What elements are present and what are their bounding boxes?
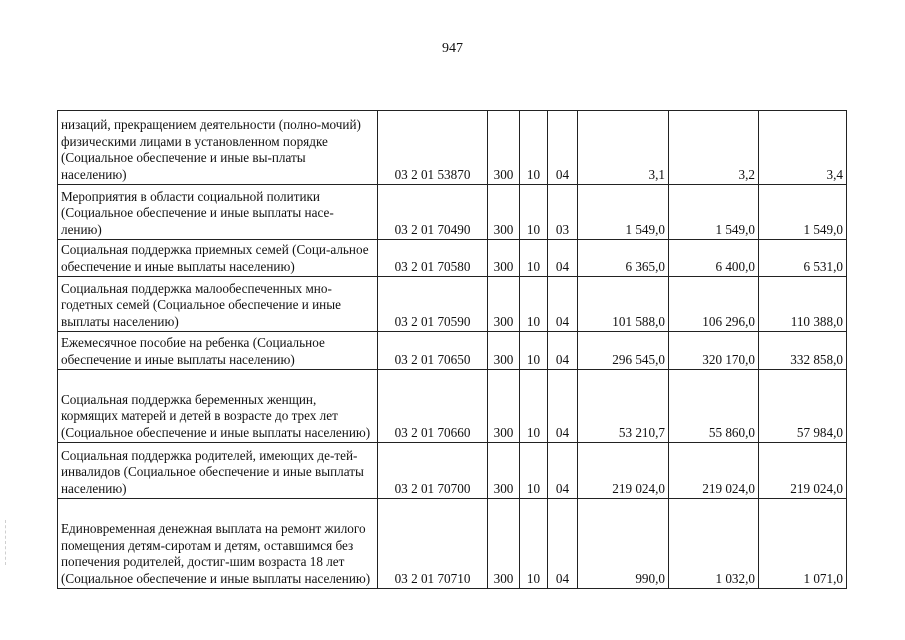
- amount-year-2: 1 549,0: [669, 185, 759, 240]
- table-row: [58, 111, 847, 185]
- row-name: Социальная поддержка беременных женщин, кормящих матерей и детей в возрасте до трех лет (Социальное обеспечение и иные выплаты населению): [58, 370, 378, 443]
- amount-year-2: 219 024,0: [669, 443, 759, 499]
- amount-year-3: 219 024,0: [759, 443, 847, 499]
- amount-year-1: 53 210,7: [578, 370, 669, 443]
- section: 10: [520, 111, 548, 185]
- amount-year-1: 219 024,0: [578, 443, 669, 499]
- row-name: Ежемесячное пособие на ребенка (Социальное обеспечение и иные выплаты населению): [58, 332, 378, 370]
- section: 10: [520, 332, 548, 370]
- expense-type: 300: [488, 332, 520, 370]
- subsection: 04: [548, 277, 578, 332]
- row-name: Социальная поддержка родителей, имеющих де-тей-инвалидов (Социальное обеспечение и иные выплаты населению): [58, 443, 378, 499]
- subsection: 04: [548, 499, 578, 589]
- section: 10: [520, 277, 548, 332]
- target-code: 03 2 01 70590: [378, 277, 488, 332]
- expense-type: 300: [488, 443, 520, 499]
- target-code: 03 2 01 70650: [378, 332, 488, 370]
- target-code: 03 2 01 70710: [378, 499, 488, 589]
- amount-year-3: 1 071,0: [759, 499, 847, 589]
- amount-year-3: 1 549,0: [759, 185, 847, 240]
- section: 10: [520, 499, 548, 589]
- table-row: [58, 499, 847, 589]
- row-name: Социальная поддержка приемных семей (Соци-альное обеспечение и иные выплаты населению): [58, 240, 378, 277]
- amount-year-2: 1 032,0: [669, 499, 759, 589]
- section: 10: [520, 370, 548, 443]
- target-code: 03 2 01 70580: [378, 240, 488, 277]
- amount-year-1: 101 588,0: [578, 277, 669, 332]
- expense-type: 300: [488, 370, 520, 443]
- scan-edge-mark: [5, 520, 7, 565]
- table-row: [58, 370, 847, 443]
- subsection: 03: [548, 185, 578, 240]
- expense-type: 300: [488, 240, 520, 277]
- table-row: [58, 185, 847, 240]
- table-row: [58, 443, 847, 499]
- amount-year-2: 55 860,0: [669, 370, 759, 443]
- target-code: 03 2 01 53870: [378, 111, 488, 185]
- row-name: Социальная поддержка малообеспеченных мно-годетных семей (Социальное обеспечение и иные выплаты населению): [58, 277, 378, 332]
- table-row: [58, 277, 847, 332]
- subsection: 04: [548, 370, 578, 443]
- row-name: Мероприятия в области социальной политики (Социальное обеспечение и иные выплаты насе-лению): [58, 185, 378, 240]
- budget-table: [57, 110, 847, 589]
- amount-year-3: 57 984,0: [759, 370, 847, 443]
- target-code: 03 2 01 70660: [378, 370, 488, 443]
- amount-year-3: 110 388,0: [759, 277, 847, 332]
- amount-year-3: 332 858,0: [759, 332, 847, 370]
- row-name: низаций, прекращением деятельности (полно-мочий) физическими лицами в установленном порядке (Социальное обеспечение и иные вы-платы населению): [58, 111, 378, 185]
- subsection: 04: [548, 443, 578, 499]
- target-code: 03 2 01 70490: [378, 185, 488, 240]
- section: 10: [520, 443, 548, 499]
- expense-type: 300: [488, 185, 520, 240]
- amount-year-2: 106 296,0: [669, 277, 759, 332]
- page-number: 947: [442, 41, 463, 56]
- amount-year-1: 6 365,0: [578, 240, 669, 277]
- amount-year-1: 990,0: [578, 499, 669, 589]
- section: 10: [520, 240, 548, 277]
- amount-year-1: 296 545,0: [578, 332, 669, 370]
- subsection: 04: [548, 111, 578, 185]
- amount-year-3: 3,4: [759, 111, 847, 185]
- table-row: [58, 332, 847, 370]
- amount-year-1: 1 549,0: [578, 185, 669, 240]
- expense-type: 300: [488, 111, 520, 185]
- target-code: 03 2 01 70700: [378, 443, 488, 499]
- subsection: 04: [548, 240, 578, 277]
- table-row: [58, 240, 847, 277]
- amount-year-2: 3,2: [669, 111, 759, 185]
- amount-year-1: 3,1: [578, 111, 669, 185]
- subsection: 04: [548, 332, 578, 370]
- expense-type: 300: [488, 277, 520, 332]
- row-name: Единовременная денежная выплата на ремонт жилого помещения детям-сиротам и детям, оставшимся без попечения родителей, достиг-шим возраста 18 лет (Социальное обеспечение и иные выплаты населению): [58, 499, 378, 589]
- amount-year-2: 320 170,0: [669, 332, 759, 370]
- section: 10: [520, 185, 548, 240]
- expense-type: 300: [488, 499, 520, 589]
- amount-year-2: 6 400,0: [669, 240, 759, 277]
- amount-year-3: 6 531,0: [759, 240, 847, 277]
